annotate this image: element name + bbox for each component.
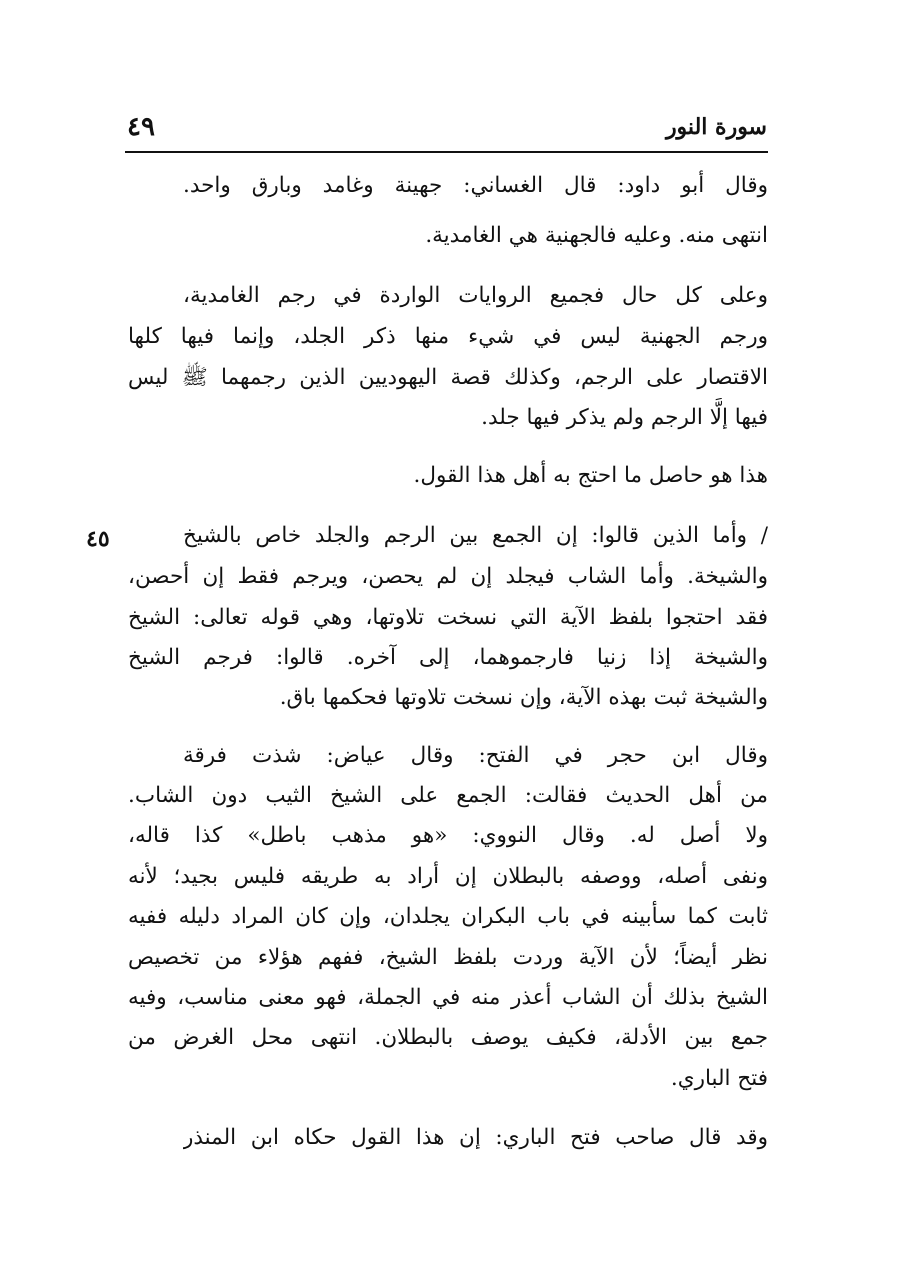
text-line: وقال أبو داود: قال الغساني: جهينة وغامد وبارق واحد. [183, 173, 768, 198]
text-line: انتهى منه. وعليه فالجهنية هي الغامدية. [425, 223, 768, 248]
text-line: من أهل الحديث فقالت: الجمع على الشيخ الثيب دون الشاب. [128, 783, 768, 808]
header-rule [125, 151, 768, 153]
text-line: والشيخة ثبت بهذه الآية، وإن نسخت تلاوتها فحكمها باق. [279, 685, 768, 710]
text-line: وعلى كل حال فجميع الروايات الواردة في رجم الغامدية، [183, 283, 768, 308]
page-number: ٤٩ [127, 112, 155, 142]
text-line: فيها إلَّا الرجم ولم يذكر فيها جلد. [481, 405, 768, 430]
text-line: نظر أيضاً؛ لأن الآية وردت بلفظ الشيخ، ففهم هؤلاء من تخصيص [128, 945, 768, 970]
text-line: وقد قال صاحب فتح الباري: إن هذا القول حكاه ابن المنذر [183, 1125, 768, 1150]
text-line: الاقتصار على الرجم، وكذلك قصة اليهوديين الذين رجمهما ﷺ ليس [128, 365, 768, 390]
text-line: ورجم الجهنية ليس في شيء منها ذكر الجلد، وإنما فيها كلها [128, 324, 768, 349]
surah-title: سورة النور [665, 114, 767, 140]
text-line: جمع بين الأدلة، فكيف يوصف بالبطلان. انتهى محل الغرض من [128, 1025, 768, 1050]
text-line: والشيخة إذا زنيا فارجموهما، إلى آخره. قالوا: فرجم الشيخ [128, 645, 768, 670]
text-line: / وأما الذين قالوا: إن الجمع بين الرجم والجلد خاص بالشيخ [183, 523, 768, 548]
text-line: وقال ابن حجر في الفتح: وقال عياض: شذت فرقة [183, 743, 768, 768]
text-line: والشيخة. وأما الشاب فيجلد إن لم يحصن، ويرجم فقط إن أحصن، [128, 564, 768, 589]
running-header [127, 112, 767, 148]
text-line: فقد احتجوا بلفظ الآية التي نسخت تلاوتها، وهي قوله تعالى: الشيخ [128, 605, 768, 630]
text-line: هذا هو حاصل ما احتج به أهل هذا القول. [413, 463, 768, 488]
text-line: ولا أصل له. وقال النووي: «هو مذهب باطل» كذا قاله، [128, 823, 768, 848]
text-line: ونفى أصله، ووصفه بالبطلان إن أراد به طريقه فليس بجيد؛ لأنه [128, 864, 768, 889]
text-line: ثابت كما سأبينه في باب البكران يجلدان، وإن كان المراد دليله ففيه [128, 904, 768, 929]
margin-folio-note: ٤٥ [86, 526, 110, 552]
text-line: الشيخ بذلك أن الشاب أعذر منه في الجملة، فهو معنى مناسب، وفيه [128, 985, 768, 1010]
text-line: فتح الباري. [670, 1066, 768, 1091]
